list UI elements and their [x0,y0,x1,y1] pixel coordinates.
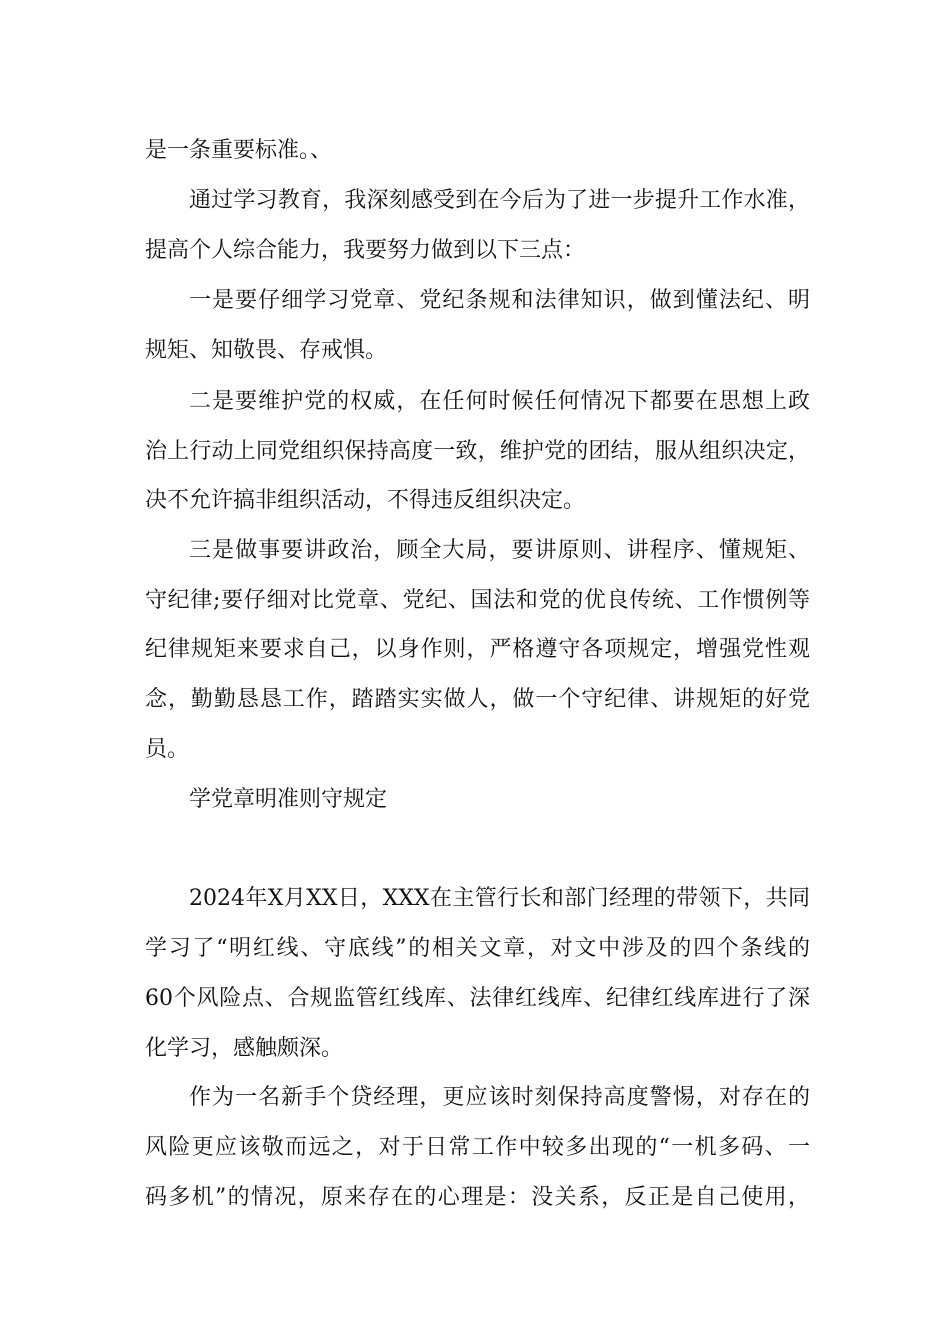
paragraph-first-line: 2024年X月XX日，XXX在主管行长和部门经理的带领下，共同 [189,886,810,911]
text-line: 是一条重要标准。、 [145,138,333,163]
text-line: 提高个人综合能力，我要努力做到以下三点： [145,238,586,263]
text-line: 治上行动上同党组织保持高度一致，维护党的团结，服从组织决定， [145,439,810,464]
text-line: 学习了“明红线、守底线”的相关文章，对文中涉及的四个条线的 [145,936,810,961]
text-line: 码多机”的情况，原来存在的心理是：没关系，反正是自己使用， [145,1185,810,1210]
text-line: 风险更应该敬而远之，对于日常工作中较多出现的“一机多码、一 [145,1135,810,1160]
paragraph-first-line: 三是做事要讲政治，顾全大局，要讲原则、讲程序、懂规矩、 [189,538,810,563]
text-line: 守纪律;要仔细对比党章、党纪、国法和党的优良传统、工作惯例等 [145,588,810,613]
text-line: 纪律规矩来要求自己，以身作则，严格遵守各项规定，增强党性观 [145,637,810,662]
paragraph-first-line: 通过学习教育，我深刻感受到在今后为了进一步提升工作水准， [189,188,810,213]
paragraph-first-line: 作为一名新手个贷经理，更应该时刻保持高度警惕，对存在的 [189,1085,810,1110]
text-line: 员。 [145,737,190,762]
section-title: 学党章明准则守规定 [189,787,388,812]
text-line: 化学习，感触颇深。 [145,1036,344,1061]
text-line: 决不允许搞非组织活动，不得违反组织决定。 [145,488,586,513]
text-line: 60个风险点、合规监管红线库、法律红线库、纪律红线库进行了深 [145,986,810,1011]
paragraph-first-line: 一是要仔细学习党章、党纪条规和法律知识，做到懂法纪、明 [189,288,810,313]
paragraph-first-line: 二是要维护党的权威，在任何时候任何情况下都要在思想上政 [189,389,810,414]
text-line: 规矩、知敬畏、存戒惧。 [145,338,388,363]
text-line: 念，勤勤恳恳工作，踏踏实实做人，做一个守纪律、讲规矩的好党 [145,687,810,712]
